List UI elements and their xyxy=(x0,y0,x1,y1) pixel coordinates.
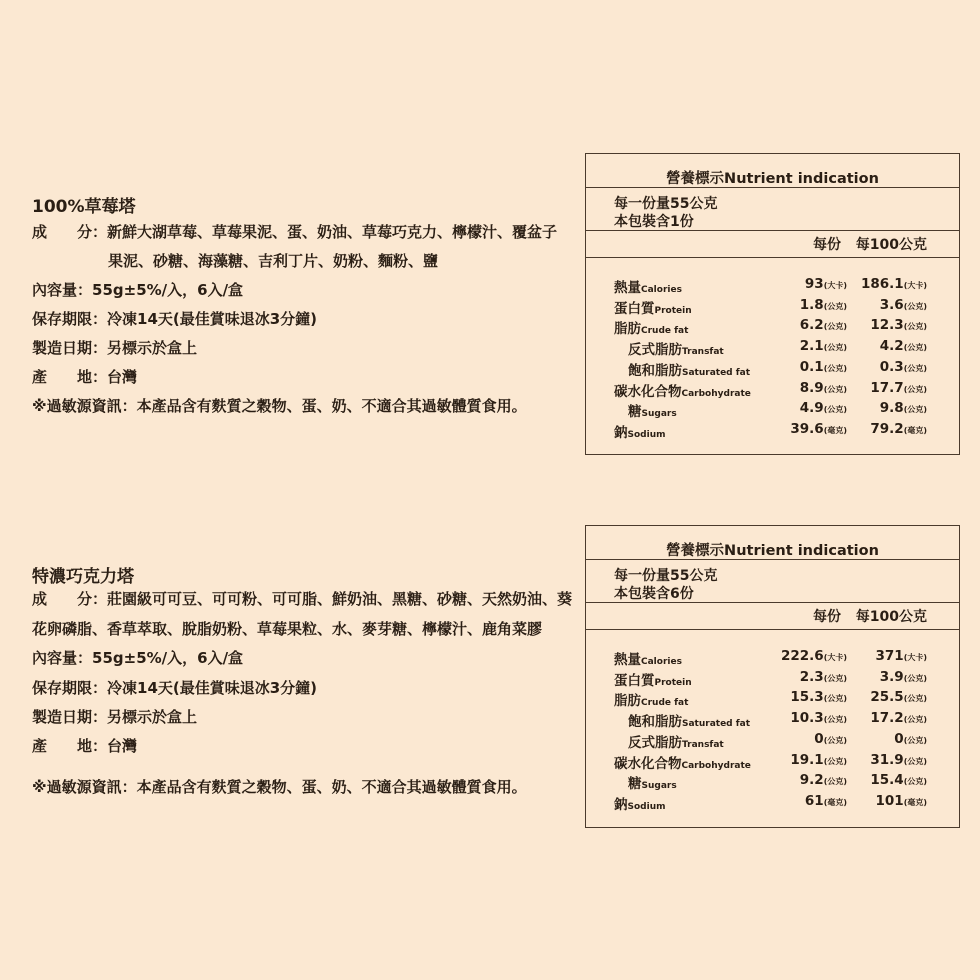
value: 15.3 xyxy=(790,689,824,706)
nutrient-name-en: Sodium xyxy=(627,801,666,812)
unit: (公克) xyxy=(903,735,927,745)
value: 0.1 xyxy=(799,358,824,375)
unit: (公克) xyxy=(823,322,847,332)
nutrient-name-zh: 熱量 xyxy=(614,652,641,668)
nutrient-name-en: Crude fat xyxy=(641,326,689,337)
unit: (公克) xyxy=(903,756,927,766)
origin-value: 台灣 xyxy=(107,368,138,386)
value-per-serving xyxy=(800,297,847,313)
col-per-100g: 每100公克 xyxy=(855,237,927,253)
value: 3.6 xyxy=(879,296,904,313)
value: 9.2 xyxy=(799,772,824,789)
value-per-100g xyxy=(880,400,927,416)
value-per-serving xyxy=(790,421,847,437)
value-per-100g xyxy=(870,380,927,396)
divider xyxy=(586,187,959,188)
value-per-100g xyxy=(880,669,927,685)
value-per-serving xyxy=(800,317,847,333)
nutrient-name-zh: 蛋白質 xyxy=(614,672,655,689)
nutrient-name-en: Transfat xyxy=(682,739,724,750)
nutrient-row xyxy=(586,648,959,669)
nutrition-heading: 營養標示Nutrient indication xyxy=(666,543,879,559)
ingredients-line-2: 果泥、砂糖、海藻糖、吉利丁片、奶粉、麵粉、鹽 xyxy=(108,252,439,270)
value: 17.7 xyxy=(870,379,904,396)
nutrient-row xyxy=(586,338,959,359)
nutrient-name-en: Sugars xyxy=(641,409,677,420)
nutrient-name-zh: 飽和脂肪 xyxy=(628,714,682,731)
value: 93 xyxy=(804,276,824,292)
nutrient-row xyxy=(586,752,959,773)
nutrient-name-zh: 碳水化合物 xyxy=(614,383,682,400)
shelf-life-value: 冷凍14天(最佳賞味退冰3分鐘) xyxy=(107,679,318,697)
servings-per-pack: 本包裝含1份 xyxy=(614,214,694,230)
nutrient-row xyxy=(586,731,959,752)
nutrient-row xyxy=(586,710,959,731)
value: 15.4 xyxy=(870,772,904,789)
volume-value: 55g±5%/入，6入/盒 xyxy=(92,281,244,299)
ingredients-row xyxy=(32,222,557,242)
value-per-100g xyxy=(861,276,927,292)
nutrient-name-en: Calories xyxy=(641,285,682,295)
nutrient-name-zh: 糖 xyxy=(628,776,642,793)
value: 4.9 xyxy=(799,400,824,417)
servings-per-pack: 本包裝含6份 xyxy=(614,586,694,602)
product-2-title: 特濃巧克力塔 xyxy=(32,567,134,587)
shelf-life-row xyxy=(32,309,317,329)
value: 0 xyxy=(894,730,904,747)
volume-row xyxy=(32,648,243,668)
origin-row xyxy=(32,736,137,756)
nutrient-name xyxy=(614,380,751,400)
unit: (公克) xyxy=(823,715,847,725)
nutrient-name-en: Transfat xyxy=(682,347,724,358)
ingredients-line-2: 花卵磷脂、香草萃取、脫脂奶粉、草莓果粒、水、麥芽糖、檸檬汁、鹿角菜膠 xyxy=(32,620,543,638)
nutrient-name-zh: 反式脂肪 xyxy=(628,342,682,359)
unit: (毫克) xyxy=(823,797,847,807)
nutrient-row xyxy=(586,421,959,442)
nutrient-row xyxy=(586,380,959,401)
value-per-100g xyxy=(870,710,927,726)
nutrient-name xyxy=(614,276,682,296)
origin-label: 產 地： xyxy=(32,737,108,755)
nutrient-name xyxy=(614,317,688,337)
value: 101 xyxy=(875,792,904,809)
unit: (大卡) xyxy=(903,653,927,662)
value: 10.3 xyxy=(790,710,824,727)
value: 3.9 xyxy=(879,668,904,685)
unit: (公克) xyxy=(903,673,927,683)
nutrient-name-en: Protein xyxy=(654,677,692,688)
volume-label: 內容量： xyxy=(32,649,93,667)
value-per-serving xyxy=(790,689,847,705)
nutrient-name xyxy=(614,648,682,668)
unit: (公克) xyxy=(823,343,847,353)
value-per-serving xyxy=(790,752,847,768)
value-per-serving xyxy=(800,669,847,685)
value: 186.1 xyxy=(860,276,904,292)
nutrient-name-en: Carbohydrate xyxy=(681,388,751,399)
value-per-100g xyxy=(870,421,927,437)
unit: (公克) xyxy=(903,384,927,394)
unit: (大卡) xyxy=(823,653,847,662)
unit: (毫克) xyxy=(903,425,927,435)
value-per-serving xyxy=(814,731,847,747)
nutrient-name xyxy=(628,710,750,730)
unit: (公克) xyxy=(903,363,927,373)
unit: (公克) xyxy=(823,735,847,745)
value-per-serving xyxy=(800,359,847,375)
value-per-100g xyxy=(870,317,927,333)
nutrition-heading: 營養標示Nutrient indication xyxy=(666,171,879,187)
nutrient-row xyxy=(586,297,959,318)
value: 31.9 xyxy=(870,751,904,768)
nutrient-name xyxy=(628,772,677,792)
value: 17.2 xyxy=(870,710,904,727)
origin-label: 產 地： xyxy=(32,368,108,386)
unit: (大卡) xyxy=(903,281,927,290)
value-per-serving xyxy=(800,380,847,396)
value-per-100g xyxy=(876,648,928,664)
nutrient-name-en: Crude fat xyxy=(641,698,689,709)
nutrient-name-en: Saturated fat xyxy=(682,719,751,730)
value-per-100g xyxy=(880,338,927,354)
shelf-life-label: 保存期限： xyxy=(32,679,108,697)
mfg-date-value: 另標示於盒上 xyxy=(107,339,198,357)
nutrient-name-zh: 脂肪 xyxy=(614,321,641,338)
value: 8.9 xyxy=(799,379,824,396)
value-per-100g xyxy=(870,752,927,768)
unit: (公克) xyxy=(903,343,927,353)
shelf-life-label: 保存期限： xyxy=(32,310,108,328)
nutrient-name-en: Sodium xyxy=(627,429,666,440)
unit: (公克) xyxy=(903,405,927,415)
divider xyxy=(586,559,959,560)
unit: (公克) xyxy=(903,301,927,311)
nutrient-name xyxy=(614,752,751,772)
nutrient-row xyxy=(586,793,959,814)
divider xyxy=(586,602,959,603)
value-per-serving xyxy=(805,276,847,292)
value-per-100g xyxy=(870,689,927,705)
shelf-life-row xyxy=(32,678,317,698)
nutrient-name-zh: 熱量 xyxy=(614,280,641,296)
mfg-date-label: 製造日期： xyxy=(32,708,108,726)
allergen-note: ※過敏源資訊：本產品含有麩質之穀物、蛋、奶、不適合其過敏體質食用。 xyxy=(32,778,527,796)
unit: (公克) xyxy=(903,715,927,725)
ingredients-label: 成 分： xyxy=(32,590,108,608)
serving-size: 每一份量55公克 xyxy=(614,196,718,212)
ingredients-line-1: 莊園級可可豆、可可粉、可可脂、鮮奶油、黑糖、砂糖、天然奶油、葵 xyxy=(107,590,573,608)
nutrient-row xyxy=(586,359,959,380)
nutrient-name xyxy=(628,400,677,420)
unit: (公克) xyxy=(823,694,847,704)
value: 61 xyxy=(804,792,824,809)
value-per-serving xyxy=(805,793,847,809)
value: 1.8 xyxy=(799,296,824,313)
unit: (公克) xyxy=(903,694,927,704)
unit: (公克) xyxy=(823,301,847,311)
nutrient-name-zh: 糖 xyxy=(628,404,642,421)
nutrient-row xyxy=(586,669,959,690)
value: 25.5 xyxy=(870,689,904,706)
value: 2.3 xyxy=(799,668,824,685)
origin-value: 台灣 xyxy=(107,737,138,755)
unit: (毫克) xyxy=(903,797,927,807)
nutrient-name-zh: 碳水化合物 xyxy=(614,755,682,772)
value-per-100g xyxy=(894,731,927,747)
nutrient-name xyxy=(614,669,692,689)
unit: (毫克) xyxy=(823,425,847,435)
value-per-serving xyxy=(790,710,847,726)
value: 0.3 xyxy=(879,358,904,375)
value: 19.1 xyxy=(790,751,824,768)
unit: (大卡) xyxy=(823,281,847,290)
unit: (公克) xyxy=(823,756,847,766)
value: 371 xyxy=(875,648,904,664)
nutrient-name-zh: 鈉 xyxy=(614,424,628,441)
mfg-date-row xyxy=(32,338,197,358)
nutrient-name xyxy=(628,338,724,358)
allergen-note: ※過敏源資訊：本產品含有麩質之穀物、蛋、奶、不適合其過敏體質食用。 xyxy=(32,397,527,415)
ingredients-label: 成 分： xyxy=(32,223,108,241)
value: 4.2 xyxy=(879,338,904,355)
value-per-100g xyxy=(870,772,927,788)
mfg-date-label: 製造日期： xyxy=(32,339,108,357)
volume-value: 55g±5%/入，6入/盒 xyxy=(92,649,244,667)
nutrient-name-zh: 蛋白質 xyxy=(614,300,655,317)
value: 222.6 xyxy=(780,648,824,664)
col-per-serving: 每份 xyxy=(813,237,841,253)
value-per-100g xyxy=(880,359,927,375)
nutrient-name xyxy=(628,731,724,751)
nutrient-name-zh: 飽和脂肪 xyxy=(628,362,682,379)
product-2-info xyxy=(32,562,582,802)
value: 12.3 xyxy=(870,317,904,334)
divider xyxy=(586,230,959,231)
product-1-title: 100%草莓塔 xyxy=(32,197,136,217)
value: 0 xyxy=(814,730,824,747)
nutrient-row xyxy=(586,276,959,297)
nutrient-name-zh: 鈉 xyxy=(614,796,628,813)
nutrient-name xyxy=(614,793,665,813)
value-per-100g xyxy=(880,297,927,313)
nutrition-table-2 xyxy=(585,525,960,828)
nutrient-name xyxy=(614,297,692,317)
value: 79.2 xyxy=(870,420,904,437)
value-per-serving xyxy=(781,648,847,664)
nutrient-name-en: Carbohydrate xyxy=(681,760,751,771)
nutrition-table-1 xyxy=(585,153,960,455)
nutrient-name xyxy=(628,359,750,379)
nutrient-row xyxy=(586,317,959,338)
nutrient-name-zh: 反式脂肪 xyxy=(628,734,682,751)
value-per-100g xyxy=(876,793,928,809)
unit: (公克) xyxy=(823,384,847,394)
unit: (公克) xyxy=(823,405,847,415)
unit: (公克) xyxy=(823,777,847,787)
nutrient-name xyxy=(614,689,688,709)
nutrient-row xyxy=(586,772,959,793)
ingredients-row xyxy=(32,589,572,609)
divider xyxy=(586,257,959,258)
nutrient-name-en: Sugars xyxy=(641,781,677,792)
value: 2.1 xyxy=(799,338,824,355)
unit: (公克) xyxy=(903,322,927,332)
col-per-serving: 每份 xyxy=(813,609,841,625)
nutrient-name-en: Saturated fat xyxy=(682,367,751,378)
nutrient-row xyxy=(586,400,959,421)
nutrient-name xyxy=(614,421,665,441)
serving-size: 每一份量55公克 xyxy=(614,568,718,584)
value-per-serving xyxy=(800,338,847,354)
volume-row xyxy=(32,280,243,300)
value: 9.8 xyxy=(879,400,904,417)
value-per-serving xyxy=(800,400,847,416)
col-per-100g: 每100公克 xyxy=(855,609,927,625)
value: 6.2 xyxy=(799,317,824,334)
nutrient-name-en: Protein xyxy=(654,305,692,316)
mfg-date-row xyxy=(32,707,197,727)
origin-row xyxy=(32,367,137,387)
unit: (公克) xyxy=(903,777,927,787)
ingredients-line-1: 新鮮大湖草莓、草莓果泥、蛋、奶油、草莓巧克力、檸檬汁、覆盆子 xyxy=(107,223,558,241)
value-per-serving xyxy=(800,772,847,788)
nutrient-name-en: Calories xyxy=(641,657,682,667)
unit: (公克) xyxy=(823,673,847,683)
nutrient-row xyxy=(586,689,959,710)
nutrient-name-zh: 脂肪 xyxy=(614,693,641,710)
divider xyxy=(586,629,959,630)
product-1-info xyxy=(32,192,572,422)
mfg-date-value: 另標示於盒上 xyxy=(107,708,198,726)
volume-label: 內容量： xyxy=(32,281,93,299)
value: 39.6 xyxy=(790,420,824,437)
shelf-life-value: 冷凍14天(最佳賞味退冰3分鐘) xyxy=(107,310,318,328)
unit: (公克) xyxy=(823,363,847,373)
